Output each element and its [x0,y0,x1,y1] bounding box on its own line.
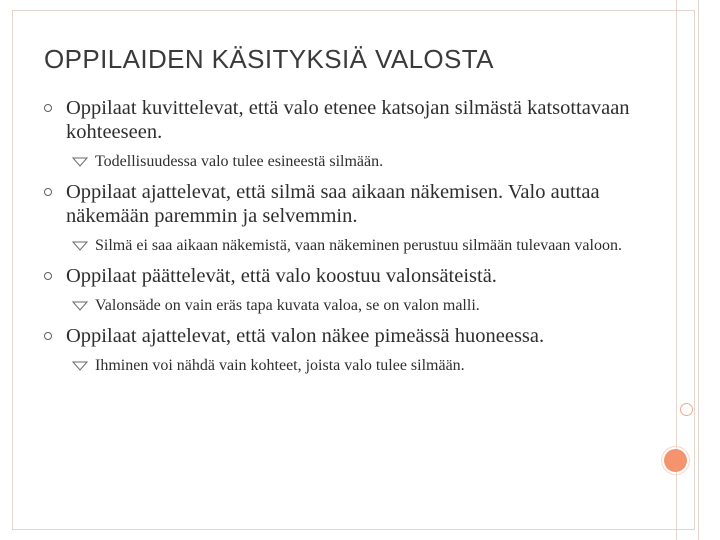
bullet-text: Oppilaat päättelevät, että valo koostuu valonsäteistä. [66,265,497,287]
sub-bullet-icon [72,157,88,167]
side-rule-right [698,0,699,540]
sub-bullet-item [44,296,654,316]
bullet-item [44,324,654,348]
slide-title: OPPILAIDEN KÄSITYKSIÄ VALOSTA [44,44,494,74]
bullet-icon [44,272,52,280]
bullet-text: Oppilaat ajattelevat, että valon näkee pimeässä huoneessa. [66,325,545,347]
sub-bullet-item [44,356,654,376]
sub-bullet-item [44,152,654,172]
bullet-text: Oppilaat kuvittelevat, että valo etenee katsojan silmästä katsottavaan kohteeseen. [66,97,630,143]
sub-bullet-icon [72,241,88,251]
sub-bullet-text: Todellisuudessa valo tulee esineestä silmään. [95,153,384,170]
bullet-item [44,96,654,144]
sub-bullet-icon [72,301,88,311]
sub-bullet-text: Valonsäde on vain eräs tapa kuvata valoa, se on valon malli. [95,297,480,314]
bullet-icon [44,332,52,340]
bullet-item [44,180,654,228]
sub-bullet-text: Ihminen voi nähdä vain kohteet, joista valo tulee silmään. [95,357,465,374]
bullet-icon [44,188,52,196]
bullet-item [44,264,654,288]
sub-bullet-text: Silmä ei saa aikaan näkemistä, vaan näkeminen perustuu silmään tulevaan valoon. [95,237,622,254]
bullet-text: Oppilaat ajattelevat, että silmä saa aikaan näkemisen. Valo auttaa näkemään paremmin ja selvemmin. [66,181,600,227]
bullet-list [44,96,654,376]
sub-bullet-icon [72,361,88,371]
sub-bullet-item [44,236,654,256]
bullet-icon [44,104,52,112]
decor-circle-large [664,449,687,472]
decor-circle-small [680,403,693,416]
